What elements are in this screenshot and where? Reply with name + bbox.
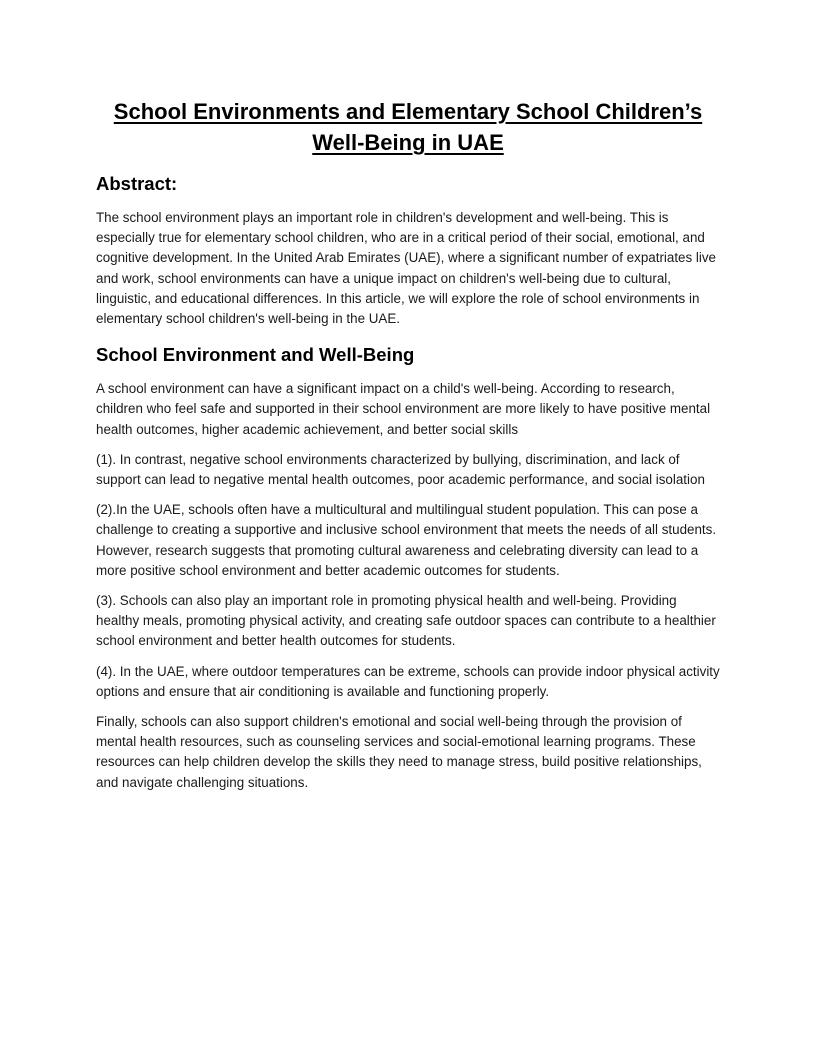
body-paragraph: (3). Schools can also play an important role in promoting physical health and well-being. Providing healthy meals, promoting physical activity, and creating safe outdoor spaces can contribute to a healthier school environment and better health outcomes for students. xyxy=(96,593,716,649)
document-title: School Environments and Elementary School Children’s Well-Being in UAE xyxy=(113,99,703,155)
section-heading: School Environment and Well-Being xyxy=(96,344,415,366)
document-page xyxy=(96,96,720,793)
body-paragraph: Finally, schools can also support children's emotional and social well-being through the provision of mental health resources, such as counseling services and social-emotional learning programs. These resources can help children develop the skills they need to manage stress, build positive relationships, and navigate challenging situations. xyxy=(96,714,702,790)
body-paragraph: (2).In the UAE, schools often have a multicultural and multilingual student population. This can pose a challenge to creating a supportive and inclusive school environment that meets the needs of all students. However, research suggests that promoting cultural awareness and celebrating diversity can lead to a more positive school environment and better academic outcomes for students. xyxy=(96,502,717,578)
body-paragraph: (4). In the UAE, where outdoor temperatures can be extreme, schools can provide indoor physical activity options and ensure that air conditioning is available and functioning properly. xyxy=(96,663,720,699)
abstract-paragraph: The school environment plays an important role in children's development and well-being. This is especially true for elementary school children, who are in a critical period of their social, emotional, and cognitive development. In the United Arab Emirates (UAE), where a significant number of expatriates live and work, school environments can have a unique impact on children's well-being due to cultural, linguistic, and educational differences. In this article, we will explore the role of school environments in elementary school children's well-being in the UAE. xyxy=(96,210,716,327)
body-paragraph: A school environment can have a significant impact on a child's well-being. According to research, children who feel safe and supported in their school environment are more likely to have positive mental health outcomes, higher academic achievement, and better social skills xyxy=(96,381,711,437)
body-paragraph: (1). In contrast, negative school environments characterized by bullying, discrimination, and lack of support can lead to negative mental health outcomes, poor academic performance, and social isolation xyxy=(96,451,705,488)
abstract-heading: Abstract: xyxy=(96,173,178,194)
